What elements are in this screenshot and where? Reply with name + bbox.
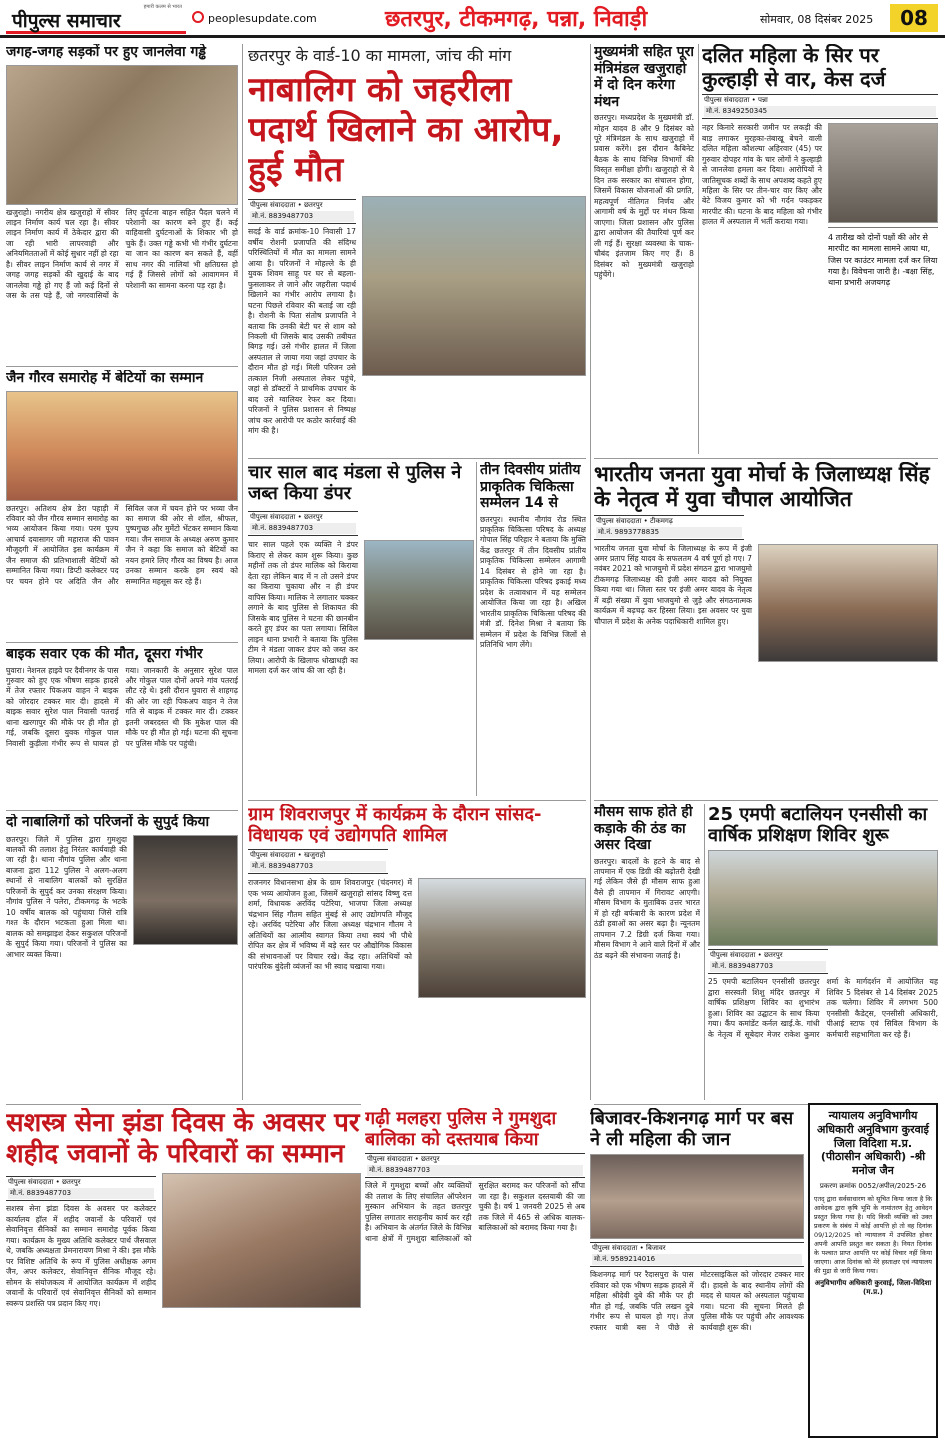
byline: पीपुल्स संवाददाता • पन्ना मो.नं. 8349250345 xyxy=(702,94,938,119)
court-notice xyxy=(808,1103,938,1438)
story-conference xyxy=(480,462,586,796)
headline: चार साल बाद मंडला से पुलिस ने जब्त किया डंपर xyxy=(248,462,462,505)
police-with-children-photo xyxy=(133,835,238,945)
headline: जगह-जगह सड़कों पर हुए जानलेवा गड्ढे xyxy=(6,44,206,60)
story-poison xyxy=(248,44,586,454)
leaders-event-photo xyxy=(418,878,586,998)
story-armed-forces xyxy=(6,1108,361,1440)
byline: पीपुल्स संवाददाता • छतरपुर मो.नं. 8839487703 xyxy=(365,1153,585,1178)
story-dalit-woman xyxy=(702,44,938,454)
brand-logo[interactable] xyxy=(6,4,186,34)
article-body: राजनगर विधानसभा क्षेत्र के ग्राम शिवराजपुर (चंदनगर) में एक भव्य आयोजन हुआ, जिसमें खजुराहो सांसद विष्णु दत्त शर्मा, विधायक अरविंद पटेरिया, भाजपा जिला अध्यक्ष चंद्रभान सिंह गौतम सहित मुंबई से आए उद्योगपति मौजूद रहे। अरविंद पटेरिया और जिला अध्यक्ष चंद्रभान गौतम ने अतिथियों का आत्मीय स्वागत किया तथा स्वयं भी पौधे रोपित कर क्षेत्र में भविष्य में बड़े स्तर पर औद्योगिक विकास की संभावनाओं पर विचार रखे। केंद्र रहा। अतिथियों को पारंपरिक बुंदेली व्यंजनों का भी स्वाद चखाया गया। xyxy=(248,878,412,972)
ncc-parade-photo xyxy=(708,850,938,946)
story-jain xyxy=(6,370,238,638)
headline: मुख्यमंत्री सहित पूरा मंत्रिमंडल खजुराहो में दो दिन करेगा मंथन xyxy=(594,44,694,110)
brand-tagline: हमारी कलम से भारत xyxy=(143,4,182,10)
headline: दो नाबालिगों को परिजनों के सुपुर्द किया xyxy=(6,814,210,830)
issue-date: सोमवार, 08 दिसंबर 2025 xyxy=(760,13,874,26)
article-body: खजुराहो। नगरीय क्षेत्र खजुराहो में सीवर लाइन निर्माण कार्य चल रहा है। सीवर लाइन निर्माण कार्य में ठेकेदार द्वारा की जा रही भारी लापरवाही और अनियमितताओं में कोई सुधार नहीं हो रहा है। सीवर लाइन निर्माण कार्य से नगर में जगह जगह सड़कों की खुदाई के बाद जानलेवा गड्ढे हो गए हैं जो कई दिनों से जस के तस पड़े हैं, जो नगरवासियों के लिए दुर्घटना बाहन सहित पैदल चलने में परेशानी का कारण बने हुए हैं। कई वाहिवासी दुर्घटनाओं के शिकार भी हो चुके हैं। उक्त गड्ढे कभी भी गंभीर दुर्घटना या जान का कारण बन सकते हैं, वहीं साथ नगर की नालियां भी क्षतिग्रस्त हो गई हैं जिससे लोगों को आवागमन में परेशानी का सामना करना पड़ रहा है। xyxy=(6,207,238,301)
article-body: घुवारा। नेशनल हाइवे पर दैवीनगर के पास गुरुवार को हुए एक भीषण सड़क हादसे में तेज रफ्तार पिकअप वाहन ने बाइक को जोरदार टक्कर मार दी। हादसे में बाइक सवार सुरेश पाल निवासी पतराई थाना खरगापुर की मौके पर ही मौत हो गई, जबकि दूसरा युवक गोकुल पाल निवासी कुड़ीला गंभीर रूप से घायल हो गया। जानकारी के अनुसार सुरेश पाल और गोकुल पाल दोनों अपने गांव पतराई लौट रहे थे। इसी दौरान घुवारा से शाहगढ़ की ओर जा रही पिकअप वाहन ने तेज गति से बाइक में टक्कर मार दी। टक्कर इतनी जबरदस्त थी कि मुकेश पाल की मौके पर ही मौत हो गई। घटना की सूचना पर पुलिस मौके पर पहुंची। xyxy=(6,665,238,748)
headline: दलित महिला के सिर पर कुल्हाड़ी से वार, केस दर्ज xyxy=(702,44,886,91)
article-body: छतरपुर। स्थानीय नौगांव रोड स्थित प्राकृतिक चिकित्सा परिषद के अध्यक्ष गोपाल सिंह परिहार ने बताया कि मुक्ति केंद्र छतरपुर में तीन दिवसीय प्रांतीय प्राकृतिक चिकित्सा सम्मेलन आगामी 14 दिसंबर से होने जा रहा है। प्राकृतिक चिकित्सा परिषद इकाई मध्य प्रदेश के तत्वावधान में यह सम्मेलन आयोजित किया जा रहा है। अखिल भारतीय प्राकृतिक चिकित्सा परिषद की मंत्री डॉ. दिनेश मिश्रा ने बताया कि सम्मेलन में प्रदेश के विभिन्न जिलों से प्रतिनिधि भाग लेंगे। xyxy=(480,514,586,650)
article-body: चार साल पहले एक व्यक्ति ने डंपर किराए से लेकर काम शुरू किया। कुछ महीनों तक तो डंपर मालिक को किराया देता रहा लेकिन बाद में न तो उसने डंपर का किराया चुकाया और न ही डंपर वापिस किया। मालिक ने लगातार चक्कर लगाने के बाद पुलिस से शिकायत की जिसके बाद पुलिस ने घटना की छानबीन करते हुए डंपर का पता लगाया। सिविल लाइन थाना प्रभारी ने बताया कि पुलिस टीम ने मंडला जाकर डंपर को जब्त कर लिया। आरोपी के खिलाफ धोखाधड़ी का मामला दर्ज कर जांच की जा रही है। xyxy=(248,540,358,676)
story-ncc xyxy=(708,804,938,1100)
bjym-felicitation-photo xyxy=(758,544,938,662)
article-body: जिले में गुमशुदा बच्चों और व्यक्तियों की तलाश के लिए संचालित ऑपरेशन मुस्कान अभियान के तहत छतरपुर पुलिस लगातार सराहनीय कार्य कर रही है। अभियान के अंतर्गत जिले के विभिन्न थाना क्षेत्रों में गुमशुदा बालिकाओं को सुरक्षित बरामद कर परिजनों को सौंपा जा रहा है। सकुशल दस्तयाबी की जा चुकी है। वर्ष 1 जनवरी 2025 से अब तक जिले में 465 से अधिक बालक-बालिकाओं को बरामद किया गया है। xyxy=(365,1181,585,1243)
injured-woman-photo xyxy=(828,123,938,223)
byline: पीपुल्स संवाददाता • छतरपुर मो.नं. 8839487703 xyxy=(708,949,828,974)
byline: पीपुल्स संवाददाता • छतरपुर मो.नं. 8839487703 xyxy=(6,1176,156,1201)
headline: सशस्त्र सेना झंडा दिवस के अवसर पर शहीद जवानों के परिवारों का सम्मान xyxy=(6,1108,360,1169)
police-quote: 4 तारीख को दोनों पक्षों की ओर से मारपीट का मामला सामने आया था, जिस पर काउंटर मामला दर्ज कर लिया गया है। विवेचना जारी है। -बक्षा सिंह, थाना प्रभारी अजयगढ़ xyxy=(828,227,938,292)
story-roads xyxy=(6,44,238,362)
headline: तीन दिवसीय प्रांतीय प्राकृतिक चिकित्सा सम्मेलन 14 से xyxy=(480,462,581,512)
masthead xyxy=(0,0,945,38)
story-ministers xyxy=(594,44,694,454)
section-title: छतरपुर, टीकमगढ़, पन्ना, निवाड़ी xyxy=(385,7,648,32)
byline: पीपुल्स संवाददाता • बिजावर मो.नं. 9589214016 xyxy=(590,1242,804,1267)
article-body: छतरपुर। बादलों के हटने के बाद से तापमान में एक डिग्री की बढ़ोतरी देखी गई लेकिन जैसे ही मौसम साफ हुआ वैसे ही तापमान में गिरावट आएगी। मौसम विभाग के मुताबिक उत्तर भारत में हो रही बर्फबारी के कारण प्रदेश में ठंडी हवाओं का असर बढ़ा है। न्यूनतम तापमान 7.2 डिग्री दर्ज किया गया। मौसम विभाग ने आने वाले दिनों में और ठंड बढ़ने की संभावना जताई है। xyxy=(594,856,700,960)
story-bike-accident xyxy=(6,646,238,806)
notice-body: एतद् द्वारा सर्वसाधारण को सूचित किया जाता है कि आवेदक द्वारा कृषि भूमि के नामांतरण हेतु आवेदन प्रस्तुत किया गया है। यदि किसी व्यक्ति को उक्त प्रकरण के संबंध में कोई आपत्ति हो तो वह दिनांक 09/12/2025 को न्यायालय में उपस्थित होकर अपनी आपत्ति प्रस्तुत कर सकता है। नियत दिनांक के पश्चात प्राप्त आपत्ति पर कोई विचार नहीं किया जाएगा। आज दिनांक को मेरे हस्ताक्षर एवं न्यायालय की मुद्रा से जारी किया गया। xyxy=(814,1194,932,1275)
article-body: छतरपुर। मध्यप्रदेश के मुख्यमंत्री डॉ. मोहन यादव 8 और 9 दिसंबर को पूरे मंत्रिमंडल के साथ खजुराहो में प्रवास करेंगे। इस दौरान कैबिनेट बैठक के साथ विभिन्न विभागों की विस्तृत समीक्षा होगी। खजुराहो से ये दिन तक सरकार का संचालन होगा, जिसमें विकास योजनाओं की प्रगति, महत्वपूर्ण नीतिगत निर्णय और आगामी वर्ष के मुद्दों पर मंथन किया जाएगा। जिला प्रशासन और पुलिस द्वारा आयोजन की तैयारियां पूर्ण कर ली गई हैं। सुरक्षा व्यवस्था के चाक-चौबंद इंतजाम किए गए हैं। 8 दिसंबर को मुख्यमंत्री खजुराहो पहुंचेंगे। xyxy=(594,113,694,280)
article-body: नहर किनारे सरकारी जमीन पर लकड़ी की बाड़ लगाकर मुरहका-तंबाखू बेचने वाली दलित महिला कौशल्या अहिरवार (45) पर गुरुवार दोपहर गांव के चार लोगों ने कुल्हाड़ी से जानलेवा हमला कर दिया। आरोपियों ने जातिसूचक शब्दों के साथ अपशब्द कहते हुए महिला के सिर पर तीन-चार वार किए और बेटे विजय कुमार को भी गर्दन पकड़कर मारपीट की। घटना के बाद महिला को गंभीर हालत में अस्पताल में भर्ती कराया गया। xyxy=(702,123,822,227)
page-number: 08 xyxy=(890,4,938,32)
notice-case: प्रकरण क्रमांक 0052/अपील/2025-26 xyxy=(819,1181,927,1190)
website-link[interactable]: peoplesupdate.com xyxy=(192,11,317,25)
brand-name: पीपुल्स समाचार xyxy=(12,10,121,32)
article-body: सशस्त्र सेना झंडा दिवस के अवसर पर कलेक्टर कार्यालय हॉल में शहीद जवानों के परिवारों एवं सेवानिवृत्त सैनिकों का सम्मान समारोह पूर्वक किया गया। कार्यक्रम के मुख्य अतिथि कलेक्टर पार्थ जैसवाल थे, जबकि अध्यक्षता प्रेमनारायण मिश्रा ने की। इस मौके पर विशिष्ट अतिथि के रूप में पुलिस अधीक्षक अगम जैन, अपर कलेक्टर, सेवानिवृत्त सैनिक मौजूद रहे। सोमन के संयोजकत्व में आयोजित कार्यक्रम में शहीद जवानों के परिवारों एवं सेवानिवृत्त सैनिकों को सम्मान स्वरूप प्रशस्ति पत्र प्रदान किए गए। xyxy=(6,1204,156,1308)
article-body: छतरपुर। जिले में पुलिस द्वारा गुमशुदा बालकों की तलाश हेतु निरंतर कार्यवाही की जा रही है। थाना नौगांव पुलिस और थाना बाजना द्वारा 112 पुलिस ने अलग-अलग स्थानों से नाबालिग बालकों को सुरक्षित परिजनों के सुपुर्द कर उनका संरक्षण किया। नौगांव पुलिस ने पलेरा, टीकमगढ़ के भटके 10 वर्षीय बालक को पहुंचाया जिसे रात्रि गश्त के दौरान भटकता हुआ मिला था। बालक को समझाइश देकर सकुशल परिजनों के सुपुर्द किया गया। परिजनों ने पुलिस का आभार व्यक्त किया। xyxy=(6,834,127,959)
protest-photo xyxy=(362,196,586,376)
headline: बाइक सवार एक की मौत, दूसरा गंभीर xyxy=(6,646,203,662)
felicitation-photo xyxy=(162,1173,361,1308)
story-shivrajpur xyxy=(248,804,586,1100)
kicker: छतरपुर के वार्ड-10 का मामला, जांच की मांग xyxy=(248,46,512,65)
road-pothole-photo xyxy=(6,65,238,205)
article-body: छतरपुर। अतिशय क्षेत्र डेरा पहाड़ी में रविवार को जैन गौरव सम्मान समारोह का भव्य आयोजन किया गया। परम पूज्य आचार्य दयासागर जी महाराज की पावन मौजूदगी में आयोजित इस कार्यक्रम में जैन समाज की प्रतिभाशाली बेटियों को सम्मानित किया गया। डिप्टी कलेक्टर पद पर चयन होने पर अदिति जैन और सिविल जज में चयन होने पर भव्या जैन का समाज की ओर से शॉल, श्रीफल, पुष्पगुच्छ और मुमेंटो भेंटकर सम्मान किया गया। जैन समाज के अध्यक्ष अरुण कुमार जैन ने कहा कि समाज को बेटियों का नयन हमारे लिए गौरव का विषय है। आज उनका सम्मान करके हम स्वयं को सम्मानित महसूस कर रहे हैं। xyxy=(6,503,238,586)
story-children xyxy=(6,814,238,1100)
notice-signature: अनुविभागीय अधिकारी कुरवाई, जिला-विदिशा (म.प्र.) xyxy=(814,1279,932,1297)
headline: मौसम साफ होते ही कड़ाके की ठंड का असर दिखा xyxy=(594,804,693,854)
story-bjym xyxy=(594,462,938,796)
dumper-truck-photo xyxy=(364,540,474,640)
article-body: सदई के वार्ड क्रमांक-10 निवासी 17 वर्षीय रोशनी प्रजापति की संदिग्ध परिस्थितियों में मौत का मामला सामने आया है। परिजनों ने मोहल्ले के ही युवक शिवम साहू पर घर से बहला-फुसलाकर ले जाने और जहरीला पदार्थ खिलाने का गंभीर आरोप लगाया है। घटना पिछले रविवार की बताई जा रही है। रोशनी के पिता संतोष प्रजापति ने बताया कि उनकी बेटी घर से शाम को निकली थी जिसके बाद उसकी तबीयत बिगड़ गई। उसे गंभीर हालत में जिला अस्पताल ले जाया गया जहां उपचार के दौरान मौत हो गई। मिली परिजन उसे तत्काल निजी अस्पताल लेकर पहुंचे, जहां से डॉक्टरों ने प्राथमिक उपचार के बाद उसे ग्वालियर रेफर कर दिया। परिजनों ने पुलिस प्रशासन से निष्पक्ष जांच कर आरोपी पर कठोर कार्रवाई की मांग की है। xyxy=(248,227,356,436)
headline: नाबालिग को जहरीला पदार्थ खिलाने का आरोप, हुई मौत xyxy=(248,70,564,191)
award-ceremony-photo xyxy=(6,391,238,501)
byline: पीपुल्स संवाददाता • छतरपुर मो.नं. 8839487703 xyxy=(248,199,356,224)
victim-photo xyxy=(590,1154,804,1239)
byline: पीपुल्स संवाददाता • छतरपुर मो.नं. 8839487703 xyxy=(248,511,358,536)
article-body: किशनगढ़ मार्ग पर रैदासपुरा के पास रविवार को एक भीषण सड़क हादसे में महिला श्रीदेवी दुबे की मौके पर ही मौत हो गई, जबकि पति लखन दुबे गंभीर रूप से घायल हो गए। तेज रफ्तार यात्री बस ने पीछे से मोटरसाइकिल को जोरदार टक्कर मार दी। हादसे के बाद स्थानीय लोगों की मदद से घायल को अस्पताल पहुंचाया गया। घटना की सूचना मिलते ही पुलिस मौके पर पहुंची और आवश्यक कार्यवाही शुरू की। xyxy=(590,1270,804,1332)
headline: गढ़ी मलहरा पुलिस ने गुमशुदा बालिका को दस्तयाब किया xyxy=(365,1108,557,1151)
headline: भारतीय जनता युवा मोर्चा के जिलाध्यक्ष सिंह के नेतृत्व में युवा चौपाल आयोजित xyxy=(594,462,930,511)
headline: ग्राम शिवराजपुर में कार्यक्रम के दौरान सांसद-विधायक एवं उद्योगपति शामिल xyxy=(248,804,542,847)
headline: जैन गौरव समारोह में बेटियों का सम्मान xyxy=(6,370,204,386)
story-bijawar xyxy=(590,1108,804,1440)
story-weather xyxy=(594,804,700,1100)
article-body: भारतीय जनता युवा मोर्चा के जिलाध्यक्ष के रूप में इंजी अमर प्रताप सिंह यादव के सफलतम 4 वर्ष पूर्ण हो गए। 7 नवंबर 2021 को भाजयुमो में प्रदेश संगठन द्वारा भाजयुमो टीकमगढ़ जिलाध्यक्ष की इंजी अमर यादव को नियुक्त किया गया था। जिला स्तर पर इंजी अमर यादव के नेतृत्व में बड़ी संख्या में युवा भाजयुमो से जुड़े और संगठनात्मक कार्यक्रम में बढ़चढ़ कर हिस्सा लिया। इस अवसर पर युवा चौपाल में प्रदेश के अनेक पदाधिकारी शामिल हुए। xyxy=(594,543,752,626)
byline: पीपुल्स संवाददाता • टीकमगढ़ मो.नं. 9893778835 xyxy=(594,515,744,540)
story-dumper xyxy=(248,462,474,796)
story-garhi-malhara xyxy=(365,1108,585,1440)
article-body: 25 एमपी बटालियन एनसीसी छतरपुर द्वारा सरस्वती शिशु मंदिर छतरपुर में वार्षिक प्रशिक्षण शिविर का शुभारंभ हुआ। शिविर का उद्घाटन के साथ किया गया। कैंप कमांडेंट कर्नल खाई.के. गांधी के नेतृत्व में सूबेदार मेजर राकेश कुमार शर्मा के मार्गदर्शन में आयोजित यह शिविर 5 दिसंबर से 14 दिसंबर 2025 तक चलेगा। शिविर में लगभग 500 एनसीसी कैडेट्स, एनसीसी अधिकारी, पीआई स्टाफ एवं सिविल विभाग के कर्मचारी सहभागिता कर रहे हैं। xyxy=(708,977,938,1039)
headline: बिजावर-किशनगढ़ मार्ग पर बस ने ली महिला की जान xyxy=(590,1108,794,1151)
byline: पीपुल्स संवाददाता • खजुराहो मो.नं. 8839487703 xyxy=(248,849,388,874)
headline: 25 एमपी बटालियन एनसीसी का वार्षिक प्रशिक्षण शिविर शुरू xyxy=(708,804,928,847)
notice-title: न्यायालय अनुविभागीय अधिकारी अनुविभाग कुरवाई जिला विदिशा म.प्र. (पीठासीन अधिकारी) -श्री मनोज जैन xyxy=(817,1109,929,1177)
